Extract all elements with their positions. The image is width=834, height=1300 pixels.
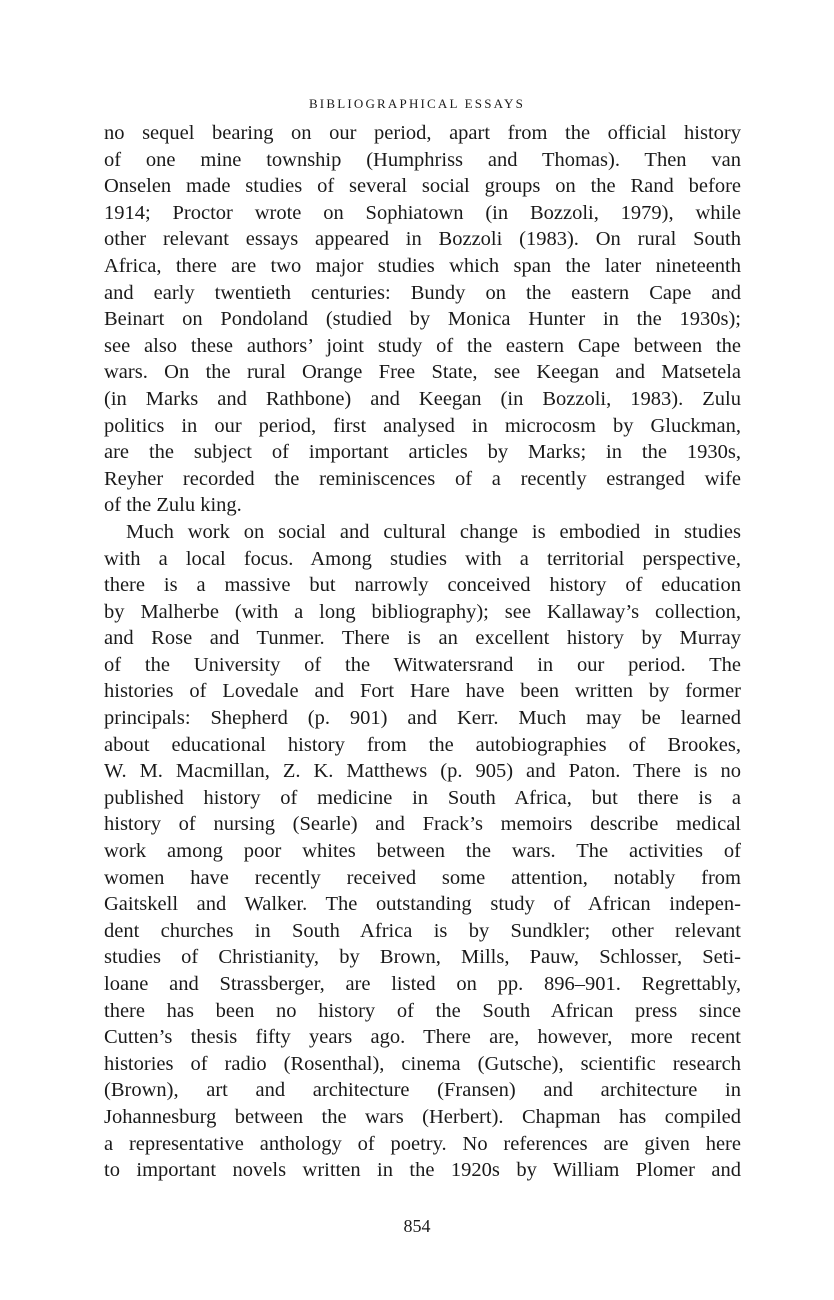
- text-line: and Rose and Tunmer. There is an excellent history by Murray: [104, 627, 741, 650]
- text-line: to important novels written in the 1920s by William Plomer and: [104, 1159, 741, 1182]
- text-line: no sequel bearing on our period, apart from the official history: [104, 122, 741, 144]
- text-line: Beinart on Pondoland (studied by Monica Hunter in the 1930s);: [104, 308, 741, 331]
- text-line: politics in our period, first analysed in microcosm by Gluckman,: [104, 414, 741, 437]
- page-number: 854: [403, 1216, 431, 1236]
- paragraph-end-line: of the Zulu king.: [104, 494, 242, 517]
- text-line: (in Marks and Rathbone) and Keegan (in Bozzoli, 1983). Zulu: [104, 387, 741, 410]
- text-line: histories of Lovedale and Fort Hare have been written by former: [104, 680, 741, 703]
- text-line: wars. On the rural Orange Free State, see Keegan and Matsetela: [104, 361, 741, 384]
- text-line: Gaitskell and Walker. The outstanding study of African indepen-: [104, 893, 741, 916]
- text-line: dent churches in South Africa is by Sundkler; other relevant: [104, 919, 741, 942]
- running-head: BIBLIOGRAPHICAL ESSAYS: [308, 96, 526, 111]
- text-line: other relevant essays appeared in Bozzoli (1983). On rural South: [104, 228, 741, 251]
- text-line: a representative anthology of poetry. No references are given here: [104, 1132, 741, 1155]
- text-line: published history of medicine in South Africa, but there is a: [104, 786, 741, 809]
- paragraph-start-line: Much work on social and cultural change is embodied in studies: [126, 520, 741, 543]
- text-line: Africa, there are two major studies which span the later nineteenth: [104, 254, 741, 277]
- text-line: of one mine township (Humphriss and Thomas). Then van: [104, 148, 741, 171]
- text-line: work among poor whites between the wars. The activities of: [104, 840, 741, 863]
- text-line: of the University of the Witwatersrand in our period. The: [104, 653, 741, 676]
- text-line: about educational history from the autobiographies of Brookes,: [104, 733, 741, 756]
- text-line: Johannesburg between the wars (Herbert). Chapman has compiled: [104, 1105, 741, 1128]
- text-line: (Brown), art and architecture (Fransen) and architecture in: [104, 1079, 741, 1102]
- text-line: principals: Shepherd (p. 901) and Kerr. Much may be learned: [104, 707, 741, 730]
- text-line: and early twentieth centuries: Bundy on the eastern Cape and: [104, 281, 741, 304]
- text-line: Cutten’s thesis fifty years ago. There are, however, more recent: [104, 1026, 741, 1049]
- text-line: by Malherbe (with a long bibliography); see Kallaway’s collection,: [104, 600, 741, 623]
- text-line: histories of radio (Rosenthal), cinema (Gutsche), scientific research: [104, 1052, 741, 1075]
- text-line: Reyher recorded the reminiscences of a recently estranged wife: [104, 467, 741, 490]
- body-text: [104, 120, 741, 1184]
- text-line: 1914; Proctor wrote on Sophiatown (in Bozzoli, 1979), while: [104, 201, 741, 224]
- text-line: are the subject of important articles by Marks; in the 1930s,: [104, 441, 741, 464]
- text-line: Onselen made studies of several social groups on the Rand before: [104, 175, 741, 198]
- text-line: there is a massive but narrowly conceived history of education: [104, 574, 741, 597]
- text-line: studies of Christianity, by Brown, Mills, Pauw, Schlosser, Seti-: [104, 946, 741, 969]
- text-line: women have recently received some attention, notably from: [104, 866, 741, 889]
- text-line: history of nursing (Searle) and Frack’s memoirs describe medical: [104, 813, 741, 836]
- text-line: see also these authors’ joint study of the eastern Cape between the: [104, 334, 741, 357]
- text-line: W. M. Macmillan, Z. K. Matthews (p. 905) and Paton. There is no: [104, 760, 741, 783]
- text-line: there has been no history of the South African press since: [104, 999, 741, 1022]
- text-line: loane and Strassberger, are listed on pp. 896–901. Regrettably,: [104, 973, 741, 995]
- text-line: with a local focus. Among studies with a territorial perspective,: [104, 547, 741, 570]
